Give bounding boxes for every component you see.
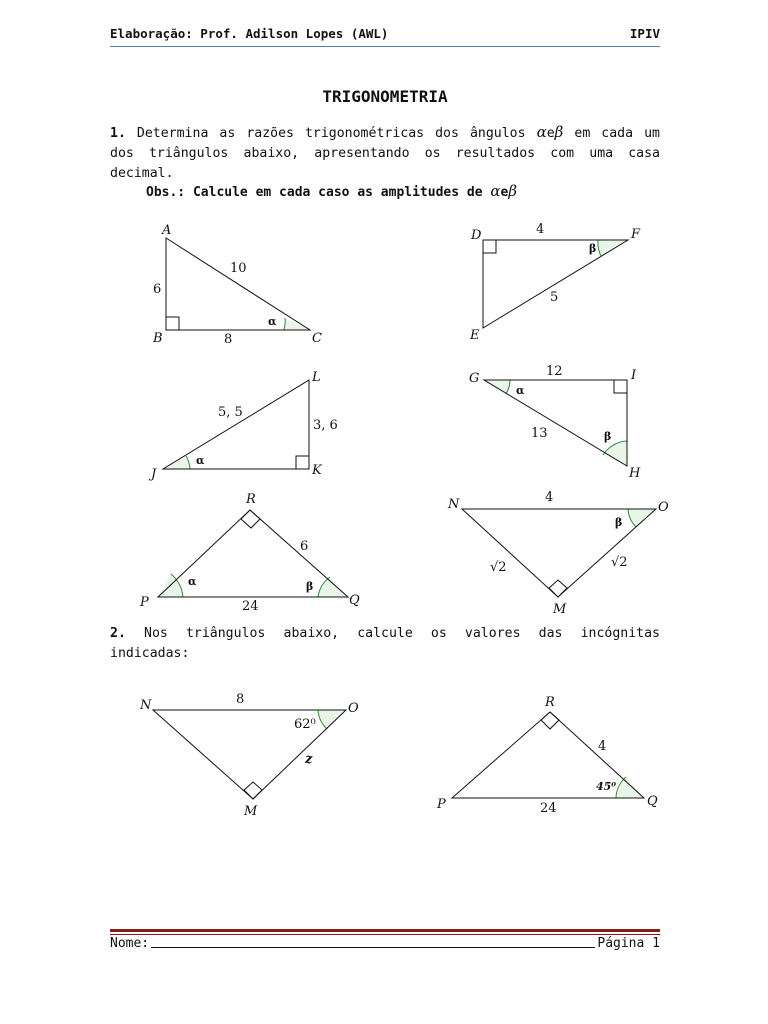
- question-1-number: 1.: [110, 126, 126, 141]
- t1-side-ac: 10: [230, 261, 247, 276]
- t2-side-df: 4: [536, 222, 545, 237]
- t5-angle-alpha: α: [188, 575, 197, 588]
- t1-vertex-b: B: [153, 331, 163, 346]
- page-footer: [110, 936, 660, 951]
- footer-rule-thin: [110, 934, 660, 935]
- t7-angle-62: 62⁰: [294, 717, 316, 732]
- t4-side-gi: 12: [546, 364, 563, 379]
- triangle-abc: [166, 238, 310, 330]
- footer-rule-thick: [110, 929, 660, 932]
- triangle-prq: [158, 510, 348, 597]
- t6-vertex-m: M: [553, 602, 567, 617]
- question-2-text: Nos triângulos abaixo, calcule os valores das incógnitas indicadas:: [110, 626, 660, 661]
- and-word: e: [546, 126, 555, 141]
- t5-vertex-q: Q: [349, 593, 360, 608]
- t3-vertex-k: K: [312, 463, 322, 478]
- triangle-nom-q2: [153, 710, 346, 799]
- t8-vertex-p: P: [437, 797, 446, 812]
- t4-vertex-h: H: [629, 466, 641, 481]
- question-1-text-a: Determina as razões trigonométricas dos ângulos: [136, 126, 526, 141]
- t8-side-pq: 24: [540, 801, 557, 816]
- t6-side-no: 4: [545, 490, 554, 505]
- question-2-number: 2.: [110, 626, 126, 641]
- t2-side-ef: 5: [550, 290, 559, 305]
- t3-vertex-j: J: [151, 467, 157, 482]
- t1-vertex-a: A: [162, 223, 172, 238]
- triangle-gih: [484, 380, 627, 466]
- t3-side-jl: 5, 5: [218, 405, 243, 420]
- t6-vertex-n: N: [448, 497, 460, 512]
- t5-angle-beta: β: [306, 580, 314, 593]
- observation-text: Obs.: Calcule em cada caso as amplitudes de: [146, 185, 483, 200]
- triangle-jkl: [163, 380, 309, 469]
- t4-vertex-g: G: [469, 371, 480, 386]
- t7-vertex-n: N: [140, 698, 152, 713]
- beta-symbol: β: [554, 123, 564, 141]
- header-author: Elaboração: Prof. Adilson Lopes (AWL): [110, 26, 389, 41]
- t4-angle-alpha: α: [516, 384, 525, 397]
- t1-vertex-c: C: [312, 331, 322, 346]
- t8-vertex-r: R: [545, 695, 555, 710]
- t6-side-nm: √2: [490, 560, 507, 575]
- t5-side-pq: 24: [242, 599, 259, 614]
- t2-vertex-e: E: [470, 328, 480, 343]
- t8-angle-45: 45⁰: [596, 780, 617, 793]
- t3-vertex-l: L: [312, 370, 321, 385]
- t5-side-rq: 6: [300, 539, 309, 554]
- t3-side-kl: 3, 6: [313, 418, 338, 433]
- obs-alpha-symbol: α: [490, 182, 501, 200]
- question-1-text-b: em cada um dos triângulos abaixo, apresentando os resultados com uma casa decimal.: [110, 126, 660, 181]
- name-label: Nome:: [110, 936, 150, 951]
- obs-beta-symbol: β: [508, 182, 518, 200]
- t7-side-z: z: [305, 752, 313, 767]
- t6-side-om: √2: [611, 555, 628, 570]
- t4-angle-beta: β: [604, 430, 612, 443]
- t6-vertex-o: O: [658, 500, 669, 515]
- name-blank-line: [151, 936, 595, 948]
- t4-side-gh: 13: [531, 426, 548, 441]
- obs-and-word: e: [500, 185, 509, 200]
- t1-side-ab: 6: [153, 282, 162, 297]
- t1-angle-alpha: α: [268, 315, 277, 328]
- t4-vertex-i: I: [631, 368, 637, 383]
- t7-vertex-o: O: [348, 701, 359, 716]
- t8-side-rq: 4: [598, 739, 607, 754]
- triangle-dfe: [483, 240, 628, 328]
- triangle-nom: [462, 509, 656, 597]
- t3-angle-alpha: α: [196, 454, 205, 467]
- t5-vertex-r: R: [246, 492, 256, 507]
- t1-side-bc: 8: [224, 332, 233, 347]
- t7-vertex-m: M: [244, 804, 258, 819]
- header-institution: IPIV: [629, 26, 660, 41]
- t8-vertex-q: Q: [647, 794, 658, 809]
- page-title: TRIGONOMETRIA: [322, 87, 448, 106]
- t2-vertex-d: D: [471, 228, 482, 243]
- page-number: Página 1: [597, 936, 660, 951]
- t6-angle-beta: β: [615, 516, 623, 529]
- t5-vertex-p: P: [140, 595, 149, 610]
- t2-vertex-f: F: [631, 227, 641, 242]
- t2-angle-beta: β: [589, 242, 597, 255]
- t7-side-no: 8: [236, 692, 245, 707]
- alpha-symbol: α: [536, 123, 547, 141]
